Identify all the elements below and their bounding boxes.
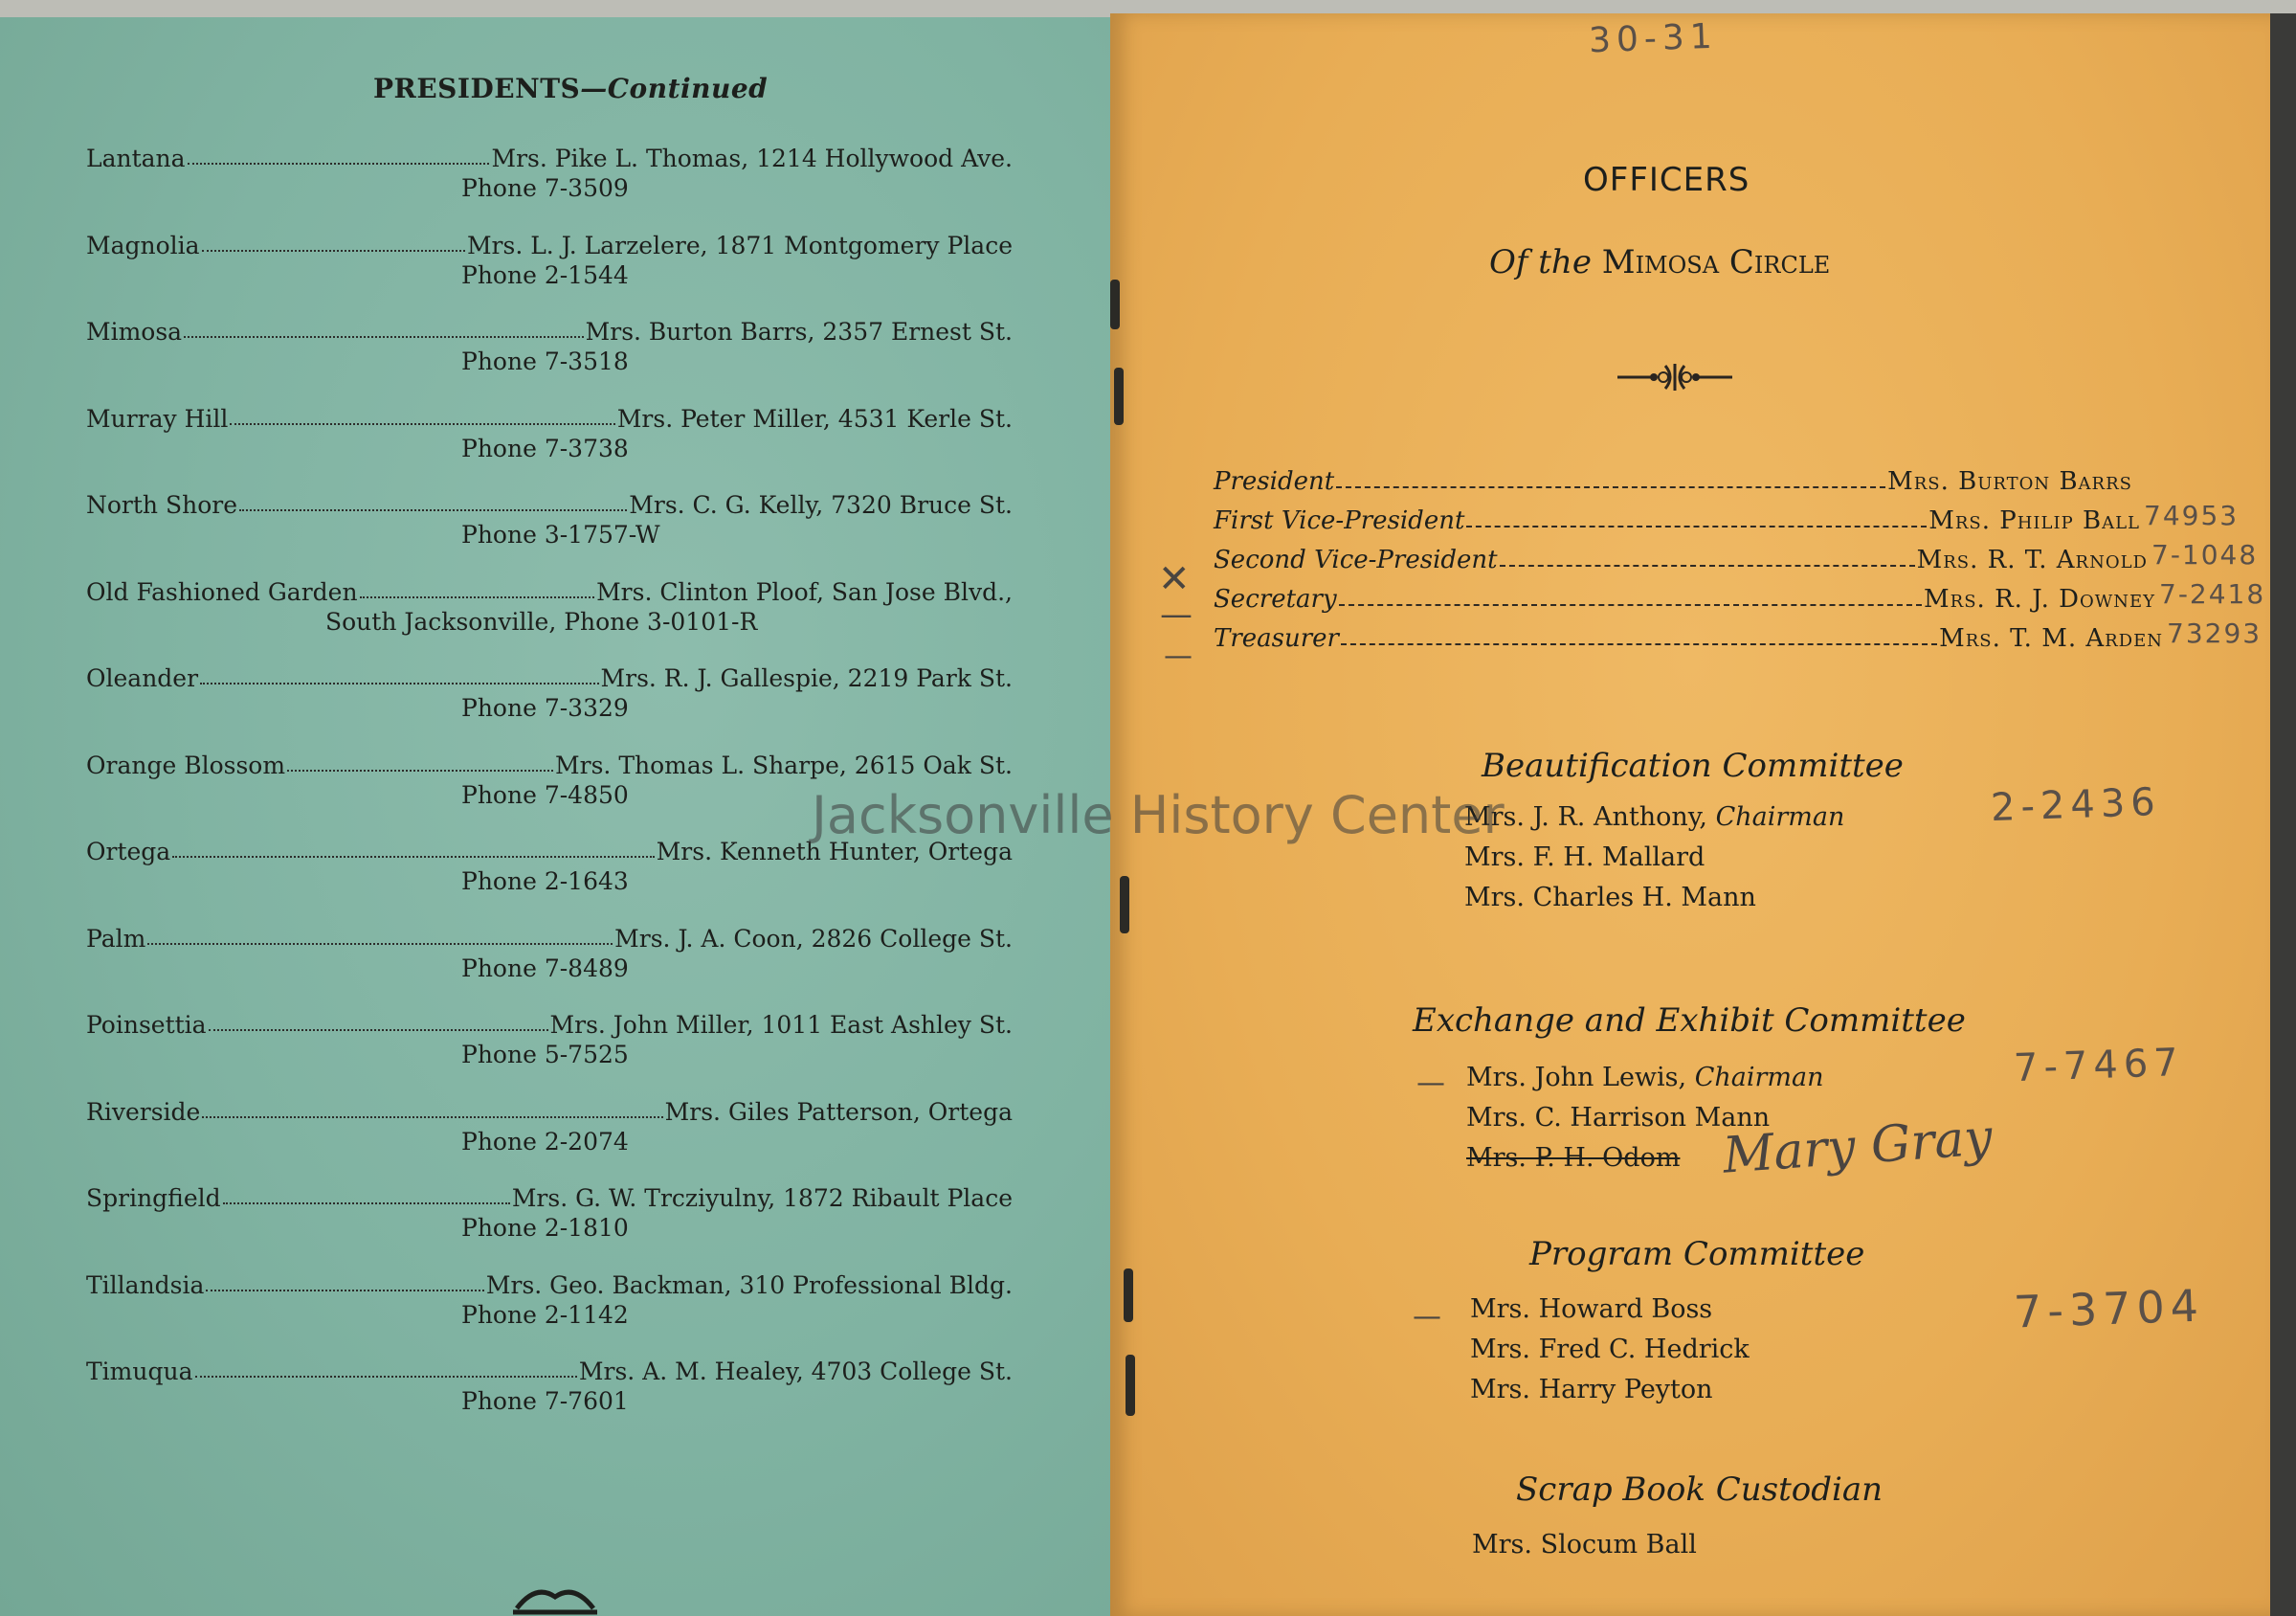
president-name-address: Mrs. Clinton Ploof, San Jose Blvd., [596,577,1013,606]
president-entry [86,227,1013,292]
leader-dots [202,1116,662,1118]
president-name-address: Mrs. J. A. Coon, 2826 College St. [614,924,1013,953]
president-entry [86,920,1013,985]
handwritten-replacement-name: Mary Gray [1721,1109,1995,1185]
handwritten-phone-note: 7-2418 [2159,578,2266,610]
check-mark-icon: ✕ [1158,557,1191,601]
officer-row [1214,617,2263,653]
committee-chair: Mrs. J. R. Anthony, Chairman [1464,802,1845,832]
president-phone: Phone 7-3518 [461,348,629,375]
circle-name: Magnolia [86,231,200,259]
president-entry [86,400,1013,465]
committee-member: Mrs. C. Harrison Mann [1466,1103,1771,1133]
president-entry [86,1006,1013,1071]
president-name-address: Mrs. Pike L. Thomas, 1214 Hollywood Ave. [491,145,1013,172]
officer-role: Treasurer [1214,624,1339,653]
leader-dots [195,1376,577,1378]
struck-committee-member: Mrs. P. H. Odom [1466,1143,1681,1173]
dash-mark-icon: — [1164,640,1193,673]
circle-name: Tillandsia [86,1270,205,1299]
president-name-address: Mrs. G. W. Trcziyulny, 1872 Ribault Place [511,1184,1013,1212]
leader-dots [209,1029,548,1031]
president-phone: Phone 7-7601 [461,1387,629,1415]
officer-row [1214,578,2266,614]
president-phone: Phone 7-3738 [461,434,629,462]
president-entry [86,140,1013,205]
leader-dots [206,1290,484,1291]
circle-name: Poinsettia [86,1011,207,1039]
president-phone: Phone 7-8489 [461,954,629,982]
staple [1114,368,1124,425]
president-name-address: Mrs. C. G. Kelly, 7320 Bruce St. [629,491,1013,519]
president-name-address: Mrs. Thomas L. Sharpe, 2615 Oak St. [555,751,1013,779]
committee-member: Mrs. Howard Boss [1470,1294,1713,1324]
president-name-address: Mrs. A. M. Healey, 4703 College St. [578,1358,1013,1385]
ornament-icon [507,1580,603,1616]
president-entry [86,313,1013,378]
president-phone: Phone 2-2074 [461,1127,629,1156]
leader-dashes [1466,526,1927,527]
circle-name: Murray Hill [86,404,229,433]
circle-name: North Shore [86,491,237,519]
committee-member: Mrs. Harry Peyton [1470,1375,1713,1404]
staple [1126,1355,1135,1416]
president-name-address: Mrs. Peter Miller, 4531 Kerle St. [616,404,1013,433]
president-entry [86,1093,1013,1158]
officer-name: Mrs. Philip Ball [1928,506,2140,535]
president-phone: Phone 7-3509 [461,174,629,202]
ornament-icon [1617,362,1732,393]
committee-chair: Mrs. John Lewis, Chairman [1466,1063,1824,1092]
dash-mark-icon: — [1160,595,1193,634]
handwritten-phone-note: 7-3704 [2013,1279,2205,1338]
dash-mark-icon: — [1416,1066,1445,1100]
president-phone: Phone 2-1810 [461,1214,629,1242]
president-phone: South Jacksonville, Phone 3-0101-R [325,607,758,636]
circle-name: Palm [86,924,146,953]
circle-subtitle: Of the Mimosa Circle [1489,243,1831,281]
leader-dots [287,770,553,772]
beautification-committee-title: Beautification Committee [1482,747,1904,785]
president-phone: Phone 2-1142 [461,1300,629,1329]
officer-name: Mrs. T. M. Arden [1939,624,2163,653]
handwritten-phone-note: 7-1048 [2151,539,2259,571]
binder-edge [2270,13,2296,1616]
leader-dots [360,596,595,598]
leader-dots [188,163,490,165]
president-name-address: Mrs. L. J. Larzelere, 1871 Montgomery Place [466,231,1013,259]
president-entry [86,660,1013,725]
president-name-address: Mrs. Giles Patterson, Ortega [664,1097,1013,1126]
president-entry [86,1267,1013,1332]
dash-mark-icon: — [1413,1300,1441,1334]
officers-title: OFFICERS [1583,161,1750,199]
committee-member: Mrs. Charles H. Mann [1464,883,1756,912]
president-entry [86,573,1013,639]
circle-name: Oleander [86,664,199,692]
leader-dashes [1500,565,1915,567]
handwritten-year-note: 30-31 [1588,16,1719,61]
officer-role: First Vice-President [1214,506,1465,535]
president-name-address: Mrs. John Miller, 1011 East Ashley St. [549,1011,1013,1039]
exchange-committee-title: Exchange and Exhibit Committee [1413,1001,1966,1040]
committee-member: Mrs. F. H. Mallard [1464,842,1705,872]
officer-row [1214,500,2240,535]
handwritten-phone-note: 73293 [2167,617,2263,649]
president-entry [86,1179,1013,1245]
watermark: Jacksonville History Center [812,785,1505,845]
leader-dots [184,336,584,338]
president-name-address: Mrs. Kenneth Hunter, Ortega [656,838,1013,865]
circle-name: Lantana [86,145,186,172]
leader-dots [172,856,654,858]
president-name-address: Mrs. R. J. Gallespie, 2219 Park St. [600,664,1013,692]
president-name-address: Mrs. Geo. Backman, 310 Professional Bldg. [485,1270,1013,1299]
leader-dots [200,683,598,685]
officer-row [1214,539,2259,574]
circle-name: Orange Blossom [86,751,286,779]
officer-name: Mrs. R. J. Downey [1924,585,2155,614]
committee-member: Mrs. Slocum Ball [1472,1530,1697,1560]
leader-dots [239,509,627,511]
handwritten-phone-note: 2-2436 [1990,779,2162,831]
leader-dots [202,250,465,252]
committee-member: Mrs. Fred C. Hedrick [1470,1335,1750,1364]
officer-name: Mrs. Burton Barrs [1887,467,2132,496]
leader-dashes [1339,604,1922,606]
circle-name: Ortega [86,838,171,865]
president-entry [86,1353,1013,1418]
president-name-address: Mrs. Burton Barrs, 2357 Ernest St. [585,318,1013,346]
leader-dots [223,1202,510,1204]
circle-name: Springfield [86,1184,221,1212]
circle-name: Timuqua [86,1358,193,1385]
staple [1124,1268,1133,1322]
leader-dots [230,423,614,425]
leader-dashes [1336,486,1885,488]
president-phone: Phone 2-1643 [461,867,629,895]
officer-row [1214,467,2132,496]
scrapbook-custodian-title: Scrap Book Custodian [1516,1470,1884,1509]
president-phone: Phone 7-3329 [461,694,629,722]
president-phone: Phone 2-1544 [461,260,629,289]
president-phone: Phone 3-1757-W [461,521,660,549]
president-phone: Phone 7-4850 [461,780,629,809]
presidents-heading: PRESIDENTS—Continued [373,73,769,104]
officer-role: Secretary [1214,585,1337,614]
staple [1120,876,1129,933]
leader-dots [147,943,613,945]
handwritten-phone-note: 7-7467 [2013,1040,2185,1091]
program-committee-title: Program Committee [1529,1235,1865,1273]
officer-name: Mrs. R. T. Arnold [1916,546,2148,574]
president-entry [86,486,1013,551]
handwritten-phone-note: 74953 [2144,500,2240,531]
officer-role: Second Vice-President [1214,546,1498,574]
circle-name: Mimosa [86,318,183,346]
circle-name: Old Fashioned Garden [86,577,358,606]
president-phone: Phone 5-7525 [461,1041,629,1068]
officer-role: President [1214,467,1335,496]
circle-name: Riverside [86,1097,201,1126]
leader-dashes [1341,643,1937,645]
staple [1110,280,1120,329]
